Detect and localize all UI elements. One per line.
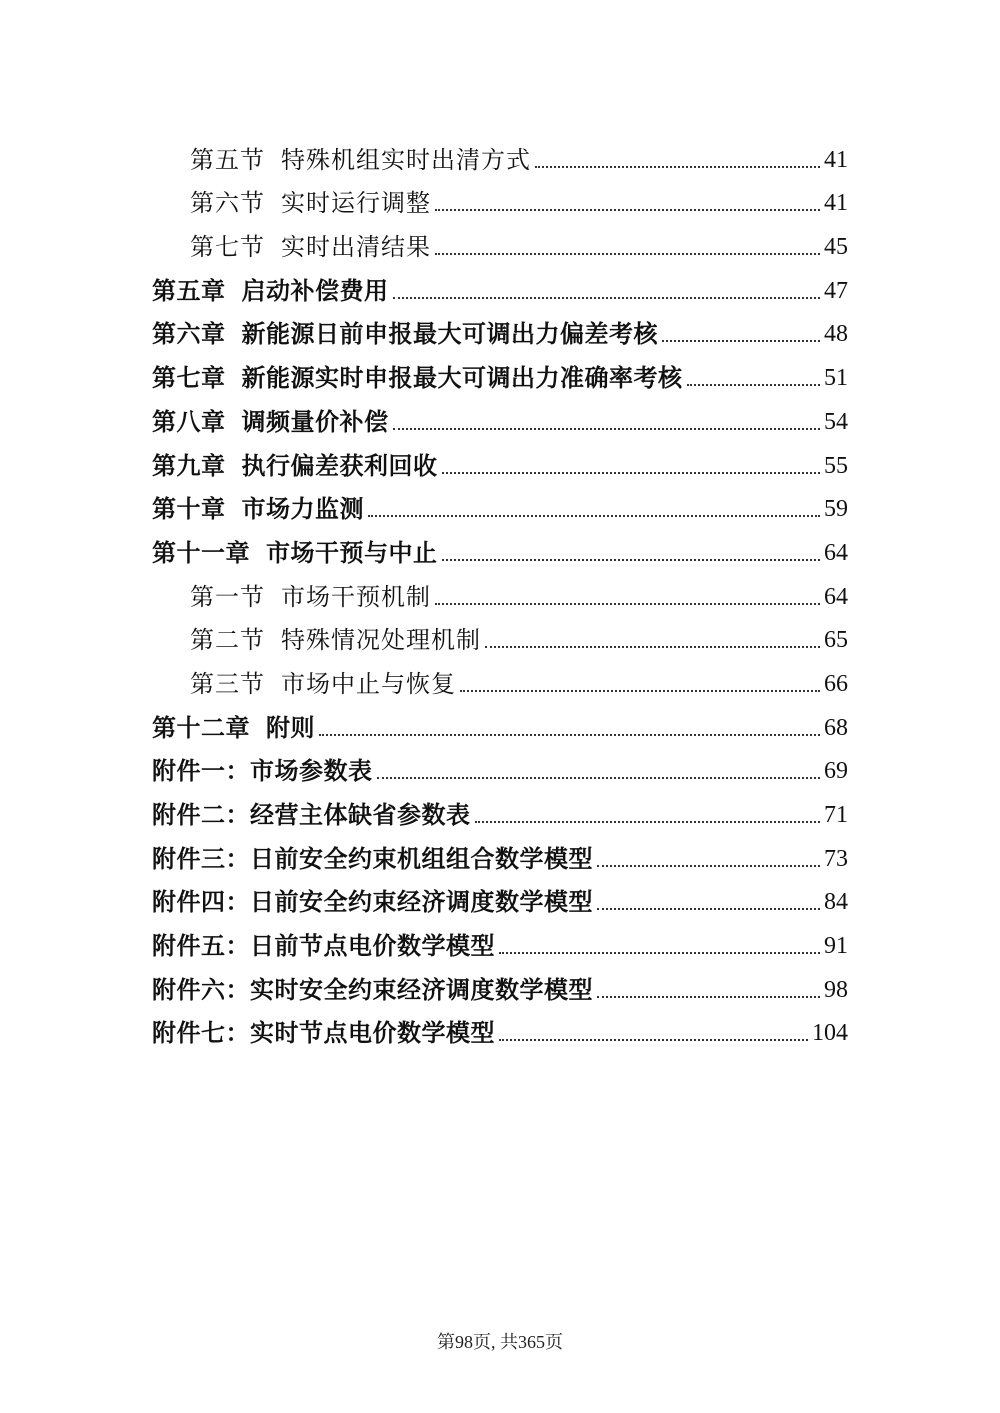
toc-entry[interactable] bbox=[152, 565, 848, 609]
toc-entry-number: 附件七： bbox=[152, 1019, 250, 1048]
toc-entry[interactable] bbox=[152, 1002, 848, 1046]
toc-dot-leader bbox=[485, 646, 820, 648]
toc-entry-title: 市场中止与恢复 bbox=[281, 669, 456, 698]
toc-entry-page-number: 73 bbox=[824, 845, 848, 872]
toc-entry-title: 经营主体缺省参数表 bbox=[250, 801, 471, 829]
toc-entry[interactable] bbox=[152, 740, 848, 784]
toc-entry[interactable] bbox=[152, 827, 848, 871]
toc-dot-leader bbox=[393, 297, 821, 299]
toc-entry-number: 附件三： bbox=[152, 844, 250, 873]
toc-dot-leader bbox=[597, 865, 820, 867]
toc-entry-number: 第九章 bbox=[152, 451, 226, 480]
toc-entry-title: 实时安全约束经济调度数学模型 bbox=[250, 975, 593, 1004]
toc-entry-page-number: 71 bbox=[824, 802, 848, 828]
toc-entry-number: 第十章 bbox=[152, 495, 226, 524]
toc-entry-title: 执行偏差获利回收 bbox=[241, 451, 438, 480]
toc-entry-page-number: 41 bbox=[824, 190, 848, 217]
toc-entry-page-number: 59 bbox=[824, 496, 848, 523]
toc-entry-number: 第七章 bbox=[152, 364, 226, 393]
toc-entry-page-number: 64 bbox=[824, 539, 848, 566]
toc-entry-page-number: 41 bbox=[824, 146, 848, 173]
toc-entry-title: 新能源日前申报最大可调出力偏差考核 bbox=[241, 320, 658, 349]
toc-entry-page-number: 51 bbox=[824, 365, 848, 392]
toc-entry[interactable] bbox=[152, 652, 848, 696]
toc-entry-number: 第六节 bbox=[190, 189, 265, 218]
toc-dot-leader bbox=[435, 253, 820, 255]
toc-entry-page-number: 104 bbox=[812, 1020, 848, 1047]
toc-entry-number: 第五章 bbox=[152, 276, 226, 305]
toc-entry-title: 市场干预机制 bbox=[281, 582, 431, 611]
toc-entry[interactable] bbox=[152, 172, 848, 216]
toc-dot-leader bbox=[535, 166, 820, 168]
toc-entry-title: 市场干预与中止 bbox=[266, 538, 438, 567]
toc-dot-leader bbox=[499, 952, 820, 954]
toc-entry[interactable] bbox=[152, 434, 848, 478]
toc-entry-page-number: 47 bbox=[824, 277, 848, 304]
toc-entry[interactable] bbox=[152, 128, 848, 172]
toc-entry-number: 第六章 bbox=[152, 320, 226, 349]
toc-entry-page-number: 66 bbox=[824, 670, 848, 697]
toc-dot-leader bbox=[393, 428, 821, 430]
toc-entry-title: 特殊机组实时出清方式 bbox=[281, 145, 531, 174]
toc-dot-leader bbox=[442, 472, 821, 474]
toc-entry[interactable] bbox=[152, 303, 848, 347]
toc-entry-title: 实时运行调整 bbox=[281, 189, 431, 218]
toc-entry[interactable] bbox=[152, 390, 848, 434]
toc-entry-page-number: 68 bbox=[824, 714, 848, 741]
toc-entry-number: 第十一章 bbox=[152, 538, 250, 567]
toc-entry-title: 新能源实时申报最大可调出力准确率考核 bbox=[241, 364, 683, 393]
toc-dot-leader bbox=[435, 603, 820, 605]
toc-entry-page-number: 64 bbox=[824, 583, 848, 610]
toc-entry-title: 附则 bbox=[266, 713, 315, 742]
toc-entry[interactable] bbox=[152, 215, 848, 262]
toc-entry-page-number: 65 bbox=[824, 627, 848, 654]
toc-entry-number: 附件一： bbox=[152, 757, 250, 786]
table-of-contents bbox=[152, 128, 848, 1048]
toc-entry[interactable] bbox=[152, 914, 848, 961]
toc-entry-title: 市场参数表 bbox=[250, 757, 373, 786]
toc-entry-page-number: 98 bbox=[824, 976, 848, 1003]
toc-dot-leader bbox=[597, 908, 820, 910]
toc-entry-number: 第二节 bbox=[190, 626, 265, 655]
toc-dot-leader bbox=[442, 559, 821, 561]
toc-entry-number: 第三节 bbox=[190, 669, 265, 698]
toc-dot-leader bbox=[499, 1039, 808, 1041]
toc-dot-leader bbox=[475, 821, 821, 823]
toc-dot-leader bbox=[662, 340, 820, 342]
toc-entry-page-number: 69 bbox=[824, 758, 848, 785]
toc-dot-leader bbox=[377, 777, 821, 779]
toc-entry-title: 实时节点电价数学模型 bbox=[250, 1019, 495, 1048]
toc-entry-title: 调频量价补偿 bbox=[241, 407, 389, 436]
toc-entry-number: 第一节 bbox=[190, 582, 265, 611]
toc-dot-leader bbox=[597, 996, 820, 998]
toc-entry-number: 附件六： bbox=[152, 975, 250, 1004]
toc-entry[interactable] bbox=[152, 958, 848, 1002]
toc-entry-number: 附件五： bbox=[152, 932, 250, 961]
toc-entry-number: 附件四： bbox=[152, 888, 250, 917]
page-footer: 第98页, 共365页 bbox=[437, 1332, 563, 1352]
toc-entry-title: 市场力监测 bbox=[241, 495, 364, 524]
toc-entry-number: 第七节 bbox=[190, 233, 265, 262]
toc-entry[interactable] bbox=[152, 871, 848, 915]
toc-entry-title: 日前节点电价数学模型 bbox=[250, 932, 495, 961]
toc-entry-number: 第十二章 bbox=[152, 713, 250, 742]
toc-entry-page-number: 45 bbox=[824, 234, 848, 261]
toc-entry[interactable] bbox=[152, 346, 848, 393]
toc-entry-title: 日前安全约束经济调度数学模型 bbox=[250, 888, 593, 917]
toc-entry-number: 第五节 bbox=[190, 145, 265, 174]
toc-dot-leader bbox=[319, 734, 820, 736]
toc-entry-number: 第八章 bbox=[152, 407, 226, 436]
toc-entry-page-number: 84 bbox=[824, 889, 848, 916]
toc-entry-number: 附件二： bbox=[152, 801, 250, 829]
toc-entry[interactable] bbox=[152, 478, 848, 522]
toc-entry-page-number: 55 bbox=[824, 452, 848, 479]
toc-dot-leader bbox=[687, 384, 821, 386]
toc-entry-page-number: 54 bbox=[824, 408, 848, 435]
toc-entry-title: 特殊情况处理机制 bbox=[281, 626, 481, 655]
toc-entry-title: 启动补偿费用 bbox=[241, 276, 389, 305]
toc-dot-leader bbox=[460, 690, 820, 692]
toc-entry-title: 日前安全约束机组组合数学模型 bbox=[250, 844, 593, 873]
toc-entry[interactable] bbox=[152, 696, 848, 740]
toc-entry[interactable] bbox=[152, 521, 848, 565]
toc-entry[interactable] bbox=[152, 609, 848, 653]
toc-dot-leader bbox=[435, 209, 820, 211]
toc-entry-title: 实时出清结果 bbox=[281, 233, 431, 262]
toc-entry-page-number: 91 bbox=[824, 933, 848, 960]
toc-entry[interactable] bbox=[152, 783, 848, 827]
toc-entry-page-number: 48 bbox=[824, 321, 848, 348]
toc-entry[interactable] bbox=[152, 259, 848, 303]
toc-dot-leader bbox=[368, 515, 820, 517]
